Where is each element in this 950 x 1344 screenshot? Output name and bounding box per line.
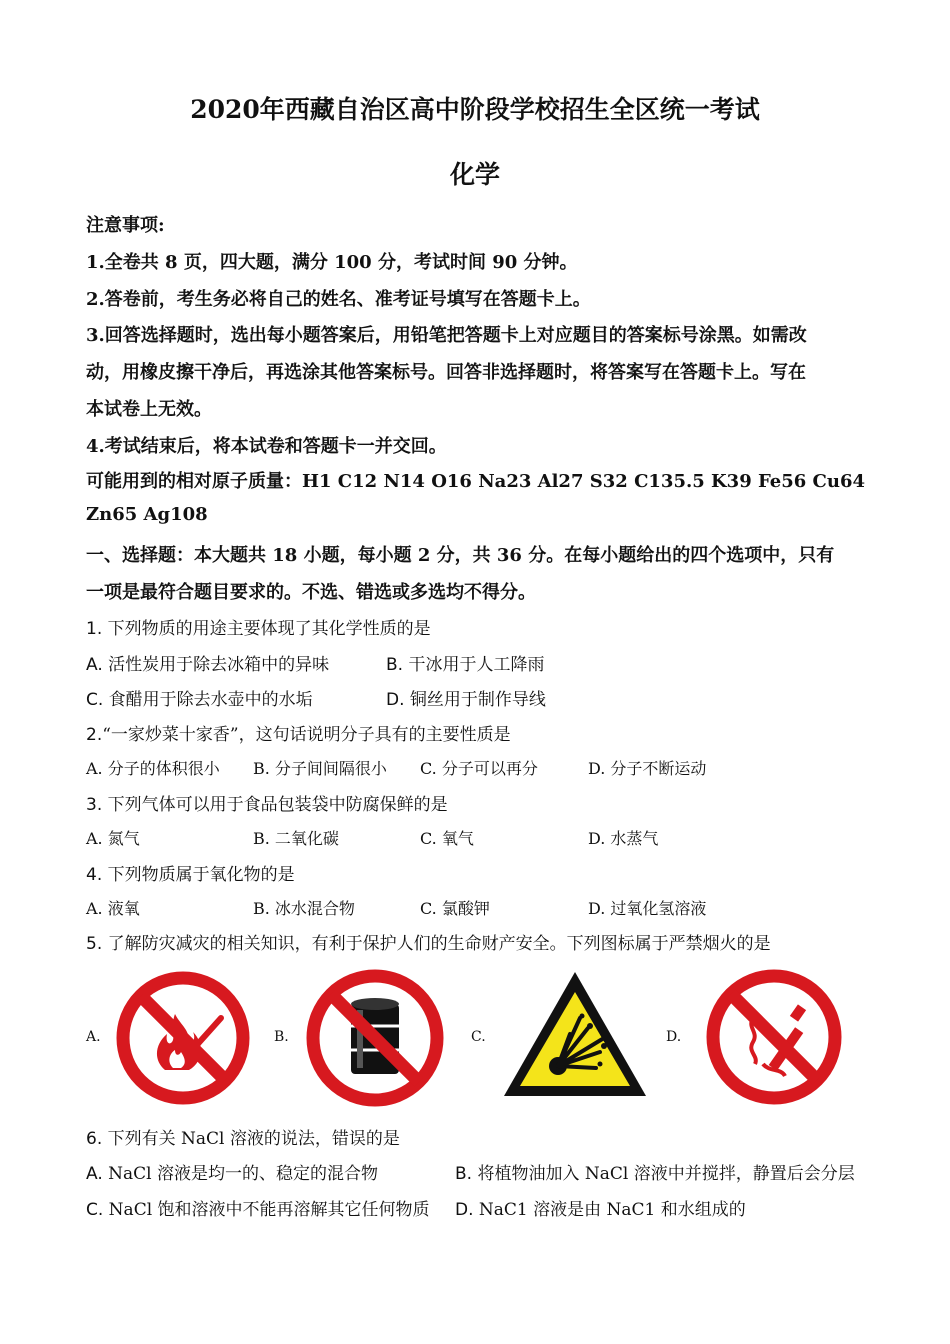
option-text: 二氧化碳 <box>269 829 339 848</box>
option-letter: B. <box>253 829 270 848</box>
option-letter: C. <box>420 899 437 918</box>
question-2-stem <box>86 720 511 745</box>
q6-option-a <box>86 1159 378 1184</box>
option-letter: A. <box>86 1164 103 1184</box>
question-text: 下列物质属于氧化物的是 <box>102 865 295 885</box>
q6-option-c <box>86 1195 430 1220</box>
question-number: 6. <box>86 1129 103 1149</box>
option-text: 氧气 <box>436 829 474 848</box>
notice-item: 4.考试结束后，将本试卷和答题卡一并交回。 <box>86 436 447 457</box>
option-text: 将植物油加入 NaCl 溶液中并搅拌，静置后会分层 <box>472 1164 855 1184</box>
option-letter: C. <box>420 829 437 848</box>
question-number: 2. <box>86 725 103 745</box>
option-letter: D. <box>455 1200 474 1220</box>
option-text: 活性炭用于除去冰箱中的异味 <box>102 655 330 675</box>
question-number: 4. <box>86 865 103 885</box>
option-letter: A. <box>86 655 103 675</box>
q1-option-c <box>86 685 313 710</box>
option-letter: A. <box>86 829 103 848</box>
option-letter: C. <box>420 759 437 778</box>
question-number: 1. <box>86 619 103 639</box>
option-text: 氯酸钾 <box>436 899 490 918</box>
exam-title: 2020年西藏自治区高中阶段学校招生全区统一考试 <box>190 95 760 124</box>
notice-item: 2.答卷前，考生务必将自己的姓名、准考证号填写在答题卡上。 <box>86 289 591 310</box>
question-number: 5. <box>86 934 103 954</box>
option-letter: D. <box>588 829 606 848</box>
q6-option-b <box>455 1159 855 1184</box>
notice-item: 动，用橡皮擦干净后，再选涂其他答案标号。回答非选择题时，将答案写在答题卡上。写在 <box>86 362 806 383</box>
no-oil-drum-icon <box>305 968 445 1108</box>
option-letter: D. <box>386 690 405 710</box>
no-smoking-icon <box>705 968 843 1106</box>
q2-option-b <box>253 756 387 779</box>
q4-option-a <box>86 896 140 919</box>
option-text: NaCl 溶液是均一的、稳定的混合物 <box>102 1164 378 1184</box>
q4-option-c <box>420 896 490 919</box>
q5-option-c-label: C. <box>471 1029 486 1045</box>
q6-option-d <box>455 1195 746 1220</box>
question-number: 3. <box>86 795 103 815</box>
option-text: 分子可以再分 <box>436 759 538 778</box>
option-letter: A. <box>86 899 103 918</box>
section-heading: 一项是最符合题目要求的。不选、错选或多选均不得分。 <box>86 582 536 603</box>
q1-option-d <box>386 685 546 710</box>
option-text: 铜丝用于制作导线 <box>404 690 546 710</box>
option-letter: D. <box>588 899 606 918</box>
option-letter: B. <box>455 1164 473 1184</box>
question-text: 下列气体可以用于食品包装袋中防腐保鲜的是 <box>102 795 448 815</box>
question-text: 下列有关 NaCl 溶液的说法，错误的是 <box>102 1129 400 1149</box>
option-text: 水蒸气 <box>605 829 659 848</box>
notice-item: 本试卷上无效。 <box>86 399 212 420</box>
q3-option-d <box>588 826 658 849</box>
subject-title: 化学 <box>449 160 500 189</box>
question-5-stem <box>86 929 771 954</box>
option-text: 液氧 <box>102 899 140 918</box>
question-text: “一家炒菜十家香”，这句话说明分子具有的主要性质是 <box>102 725 511 745</box>
q1-option-b <box>386 650 544 675</box>
question-4-stem <box>86 860 295 885</box>
q3-option-b <box>253 826 339 849</box>
option-letter: C. <box>86 690 104 710</box>
option-letter: C. <box>86 1200 104 1220</box>
option-text: 分子间间隔很小 <box>269 759 387 778</box>
section-heading: 一、选择题：本大题共 18 小题，每小题 2 分，共 36 分。在每小题给出的四个选项中，只有 <box>86 545 835 566</box>
option-text: 氮气 <box>102 829 140 848</box>
q4-option-d <box>588 896 706 919</box>
atomic-mass-line: 可能用到的相对原子质量：H1 C12 N14 O16 Na23 Al27 S32 C135.5 K39 Fe56 Cu64 <box>86 471 866 492</box>
notice-item: 3.回答选择题时，选出每小题答案后，用铅笔把答题卡上对应题目的答案标号涂黑。如需改 <box>86 325 807 346</box>
option-text: 干冰用于人工降雨 <box>403 655 545 675</box>
question-1-stem <box>86 614 431 639</box>
q1-option-a <box>86 650 329 675</box>
option-text: 食醋用于除去水壶中的水垢 <box>103 690 313 710</box>
q5-option-a-label: A. <box>86 1029 101 1045</box>
q3-option-c <box>420 826 474 849</box>
option-text: 过氧化氢溶液 <box>605 899 707 918</box>
option-text: NaC1 溶液是由 NaC1 和水组成的 <box>473 1200 746 1220</box>
option-text: 分子不断运动 <box>605 759 707 778</box>
q5-option-b-label: B. <box>274 1029 289 1045</box>
q5-option-d-label: D. <box>666 1029 682 1045</box>
q3-option-a <box>86 826 140 849</box>
q2-option-c <box>420 756 538 779</box>
option-letter: A. <box>86 759 103 778</box>
q2-option-a <box>86 756 220 779</box>
no-fire-icon <box>115 970 251 1106</box>
question-text: 下列物质的用途主要体现了其化学性质的是 <box>102 619 431 639</box>
option-text: 分子的体积很小 <box>102 759 220 778</box>
option-text: NaCl 饱和溶液中不能再溶解其它任何物质 <box>103 1200 430 1220</box>
notice-item: 1.全卷共 8 页，四大题，满分 100 分，考试时间 90 分钟。 <box>86 252 578 273</box>
explosive-warning-icon <box>500 968 650 1100</box>
question-3-stem <box>86 790 448 815</box>
q2-option-d <box>588 756 706 779</box>
option-letter: D. <box>588 759 606 778</box>
option-letter: B. <box>253 899 270 918</box>
atomic-mass-line: Zn65 Ag108 <box>86 504 208 525</box>
option-letter: B. <box>386 655 404 675</box>
option-text: 冰水混合物 <box>269 899 355 918</box>
question-text: 了解防灾减灾的相关知识，有利于保护人们的生命财产安全。下列图标属于严禁烟火的是 <box>102 934 771 954</box>
q4-option-b <box>253 896 355 919</box>
question-6-stem <box>86 1124 400 1149</box>
option-letter: B. <box>253 759 270 778</box>
notice-heading: 注意事项: <box>86 215 165 236</box>
